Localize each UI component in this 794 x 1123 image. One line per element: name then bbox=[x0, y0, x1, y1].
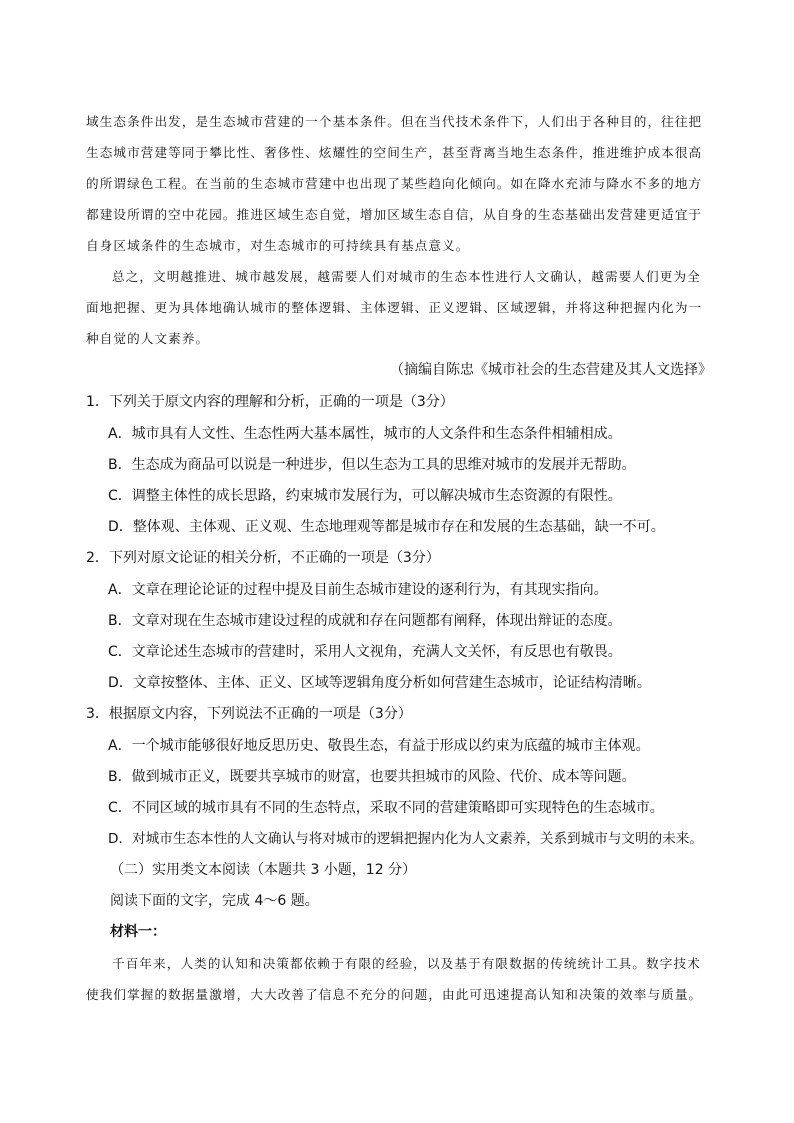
section-heading: （二）实用类文本阅读（本题共 3 小题，12 分） bbox=[110, 862, 417, 878]
passage-line: 的所谓绿色工程。在当前的生态城市营建中也出现了某些趋向化倾向。如在降水充沛与降水不多的地方 bbox=[86, 176, 703, 191]
material-label: 材料一： bbox=[110, 924, 166, 940]
question-option: B．做到城市正义，既要共享城市的财富，也要共担城市的风险、代价、成本等问题。 bbox=[108, 769, 636, 785]
passage-line: 面地把握、更为具体地确认城市的整体逻辑、主体逻辑、正义逻辑、区域逻辑，并将这种把握内化为一 bbox=[86, 300, 703, 315]
question-option: B．文章对现在生态城市建设过程的成就和存在问题都有阐释，体现出辩证的态度。 bbox=[108, 613, 622, 629]
question-option: A．一个城市能够很好地反思历史、敬畏生态，有益于形成以约束为底蕴的城市主体观。 bbox=[108, 738, 650, 754]
question-option: A．城市具有人文性、生态性两大基本属性，城市的人文条件和生态条件相辅相成。 bbox=[108, 426, 622, 442]
passage-line: 自身区域条件的生态城市，对生态城市的可持续具有基点意义。 bbox=[86, 238, 470, 253]
question-option: C．不同区域的城市具有不同的生态特点，采取不同的营建策略即可实现特色的生态城市。 bbox=[108, 800, 664, 816]
question-option: B．生态成为商品可以说是一种进步，但以生态为工具的思维对城市的发展并无帮助。 bbox=[108, 457, 636, 473]
question-stem: 1．下列关于原文内容的理解和分析，正确的一项是（3分） bbox=[86, 394, 454, 410]
question-option: C．调整主体性的成长思路，约束城市发展行为，可以解决城市生态资源的有限性。 bbox=[108, 488, 622, 504]
question-option: D．对城市生态本性的人文确认与将对城市的逻辑把握内化为人文素养，关系到城市与文明的未来。 bbox=[108, 831, 703, 847]
passage-line: 种自觉的人文素养。 bbox=[86, 331, 210, 346]
question-stem: 3．根据原文内容，下列说法不正确的一项是（3分） bbox=[86, 706, 412, 722]
passage-source: （摘编自陈忠《城市社会的生态营建及其人文选择》 bbox=[390, 362, 712, 378]
passage-line: 都建设所谓的空中花园。推进区域生态自觉，增加区域生态自信，从自身的生态基础出发营建更适宜于 bbox=[86, 207, 703, 222]
passage-line: 域生态条件出发，是生态城市营建的一个基本条件。但在当代技术条件下，人们出于各种目的，往往把 bbox=[86, 114, 703, 129]
section-instruction: 阅读下面的文字，完成 4～6 题。 bbox=[110, 893, 319, 909]
question-option: D．文章按整体、主体、正义、区域等逻辑角度分析如何营建生态城市，论证结构清晰。 bbox=[108, 675, 651, 691]
passage-line: 总之，文明越推进、城市越发展，越需要人们对城市的生态本性进行人文确认，越需要人们更为全 bbox=[112, 269, 701, 284]
question-option: A．文章在理论论证的过程中提及目前生态城市建设的逐利行为，有其现实指向。 bbox=[108, 582, 608, 598]
question-option: C．文章论述生态城市的营建时，采用人文视角，充满人文关怀，有反思也有敬畏。 bbox=[108, 644, 622, 660]
question-stem: 2．下列对原文论证的相关分析，不正确的一项是（3分） bbox=[86, 550, 440, 566]
material-line: 千百年来，人类的认知和决策都依赖于有限的经验，以及基于有限数据的传统统计工具。数字技术 bbox=[112, 956, 701, 971]
material-line: 使我们掌握的数据量激增，大大改善了信息不充分的问题，由此可迅速提高认知和决策的效率与质量。 bbox=[86, 987, 703, 1002]
passage-line: 生态城市营建等同于攀比性、奢侈性、炫耀性的空间生产，甚至背离当地生态条件，推进维护成本很高 bbox=[86, 145, 703, 160]
question-option: D．整体观、主体观、正义观、生态地理观等都是城市存在和发展的生态基础，缺一不可。 bbox=[108, 519, 665, 535]
